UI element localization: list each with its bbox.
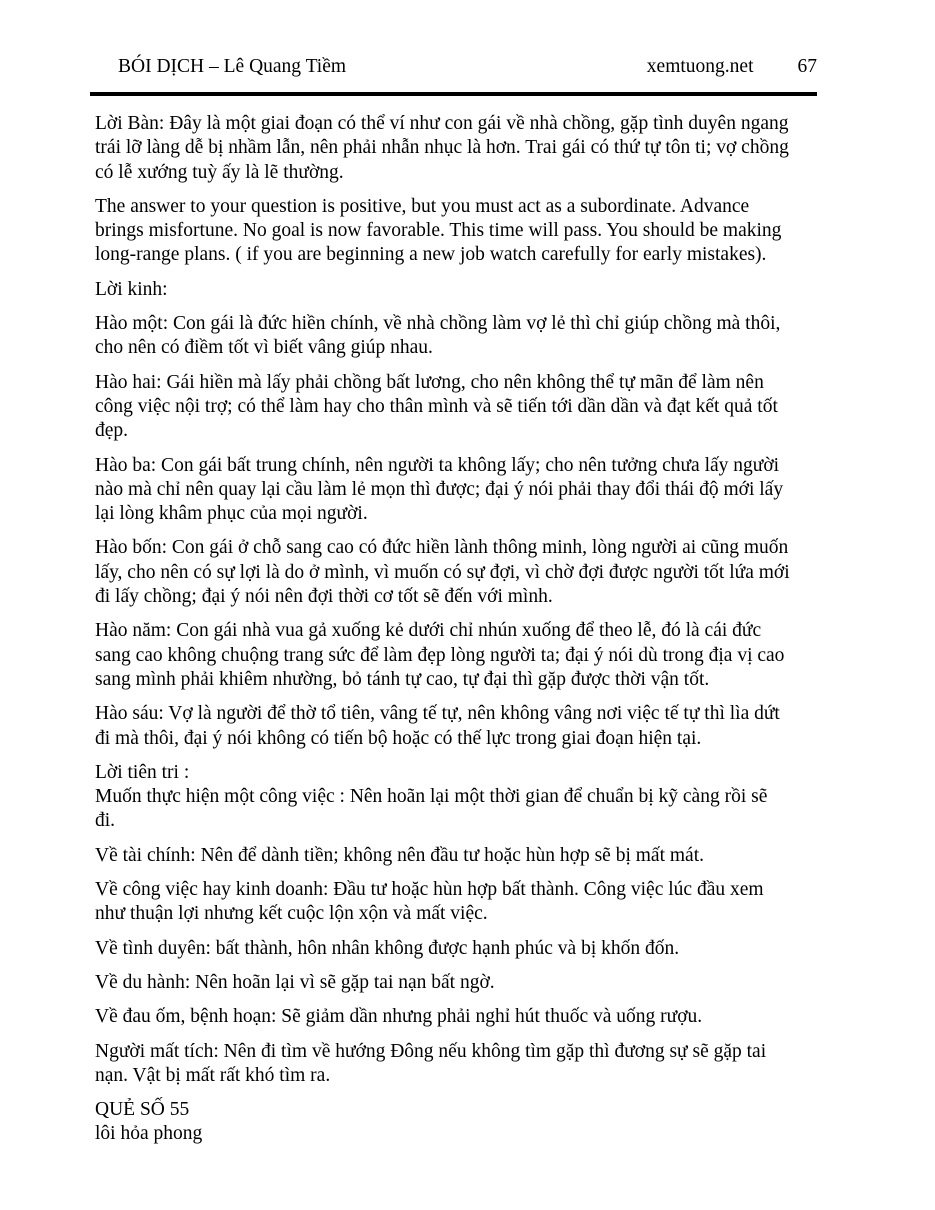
paragraph-line: Hào một: Con gái là đức hiền chính, về nhà chồng làm vợ lẻ thì chỉ giúp chồng mà thôi, cho nên có điềm tốt vì biết vâng giúp nhau. bbox=[95, 313, 781, 359]
paragraph bbox=[95, 536, 790, 609]
paragraph bbox=[95, 371, 790, 444]
paragraph bbox=[95, 112, 790, 185]
paragraph-line: Hào bốn: Con gái ở chỗ sang cao có đức hiền lành thông minh, lòng người ai cũng muốn lấy, cho nên có sự lợi là do ở mình, vì muốn có sự đợi, vì chờ đợi được người tốt lứa mới đi lấy chồng; đại ý nói nên đợi thời cơ tốt sẽ đến với mình. bbox=[95, 537, 790, 608]
paragraph-line: Hào ba: Con gái bất trung chính, nên người ta không lấy; cho nên tưởng chưa lấy người nào mà chỉ nên quay lại cầu làm lẻ mọn thì được; đại ý nói phải thay đổi thái độ mới lấy lại lòng khâm phục của mọi người. bbox=[95, 454, 784, 525]
paragraph-line: Về du hành: Nên hoãn lại vì sẽ gặp tai nạn bất ngờ. bbox=[95, 971, 495, 993]
header-right-group bbox=[647, 54, 817, 79]
paragraph-line: Về đau ốm, bệnh hoạn: Sẽ giảm dần nhưng phải nghỉ hút thuốc và uống rượu. bbox=[95, 1006, 703, 1028]
paragraph-line: lôi hỏa phong bbox=[95, 1123, 203, 1145]
paragraph-line: Muốn thực hiện một công việc : Nên hoãn lại một thời gian để chuẩn bị kỹ càng rồi sẽ đi. bbox=[95, 786, 768, 832]
paragraph bbox=[95, 454, 790, 527]
paragraph bbox=[95, 702, 790, 751]
paragraph-line: Về tài chính: Nên để dành tiền; không nên đầu tư hoặc hùn hợp sẽ bị mất mát. bbox=[95, 844, 704, 866]
paragraph-line: Về tình duyên: bất thành, hôn nhân không được hạnh phúc và bị khốn đốn. bbox=[95, 937, 680, 959]
paragraph bbox=[95, 312, 790, 361]
page-header bbox=[118, 54, 817, 79]
paragraph-line: Hào sáu: Vợ là người để thờ tổ tiên, vâng tế tự, nên không vâng nơi việc tế tự thì lìa dứt đi mà thôi, đại ý nói không có tiến bộ hoặc có thế lực trong giai đoạn hiện tại. bbox=[95, 703, 780, 749]
paragraph-line: QUẺ SỐ 55 bbox=[95, 1099, 190, 1121]
paragraph-line: The answer to your question is positive, but you must act as a subordinate. Advance brings misfortune. No goal is now favorable. This time will pass. You should be making long-range plans. ( if you are beginning a new job watch carefully for early mistakes). bbox=[95, 195, 782, 266]
paragraph bbox=[95, 878, 790, 927]
paragraph-line: Lời tiên tri : bbox=[95, 761, 190, 783]
paragraph bbox=[95, 195, 790, 268]
paragraph-line: Hào năm: Con gái nhà vua gả xuống kẻ dưới chỉ nhún xuống để theo lễ, đó là cái đức sang cao không chuộng trang sức để làm đẹp lòng người ta; đại ý nói dù trong địa vị cao sang mình phải khiêm nhường, bỏ tánh tự cao, tự đại thì gặp được thời vận tốt. bbox=[95, 620, 785, 690]
paragraph bbox=[95, 278, 790, 302]
paragraph bbox=[95, 1098, 790, 1147]
header-title: BÓI DỊCH – Lê Quang Tiềm bbox=[118, 56, 347, 77]
header-page-number: 67 bbox=[797, 56, 817, 77]
paragraph-line: Lời Bàn: Đây là một giai đoạn có thể ví như con gái về nhà chồng, gặp tình duyên ngang trái lỡ làng dễ bị nhầm lẫn, nên phải nhẫn nhục là hơn. Trai gái có thứ tự tôn ti; vợ chồng có lễ xướng tuỳ ấy là lẽ thường. bbox=[95, 113, 789, 183]
paragraph bbox=[95, 619, 790, 692]
header-site: xemtuong.net bbox=[646, 56, 754, 77]
paragraph bbox=[95, 971, 790, 995]
paragraph bbox=[95, 844, 790, 868]
paragraph bbox=[95, 1005, 790, 1029]
paragraph-line: Lời kinh: bbox=[95, 278, 168, 300]
content bbox=[95, 112, 790, 1147]
paragraph-line: Hào hai: Gái hiền mà lấy phải chồng bất lương, cho nên không thể tự mãn để làm nên công việc nội trợ; có thể làm hay cho thân mình và sẽ tiến tới dần dần và đạt kết quả tốt đẹp. bbox=[95, 371, 778, 442]
paragraph bbox=[95, 761, 790, 834]
paragraph-line: Người mất tích: Nên đi tìm về hướng Đông nếu không tìm gặp thì đương sự sẽ gặp tai nạn. Vật bị mất rất khó tìm ra. bbox=[95, 1040, 767, 1086]
paragraph bbox=[95, 1040, 790, 1089]
paragraph-line: Về công việc hay kinh doanh: Đầu tư hoặc hùn hợp bất thành. Công việc lúc đầu xem như thuận lợi nhưng kết cuộc lộn xộn và mất việc. bbox=[95, 879, 764, 925]
paragraph bbox=[95, 937, 790, 961]
header-divider-rule bbox=[90, 92, 817, 96]
